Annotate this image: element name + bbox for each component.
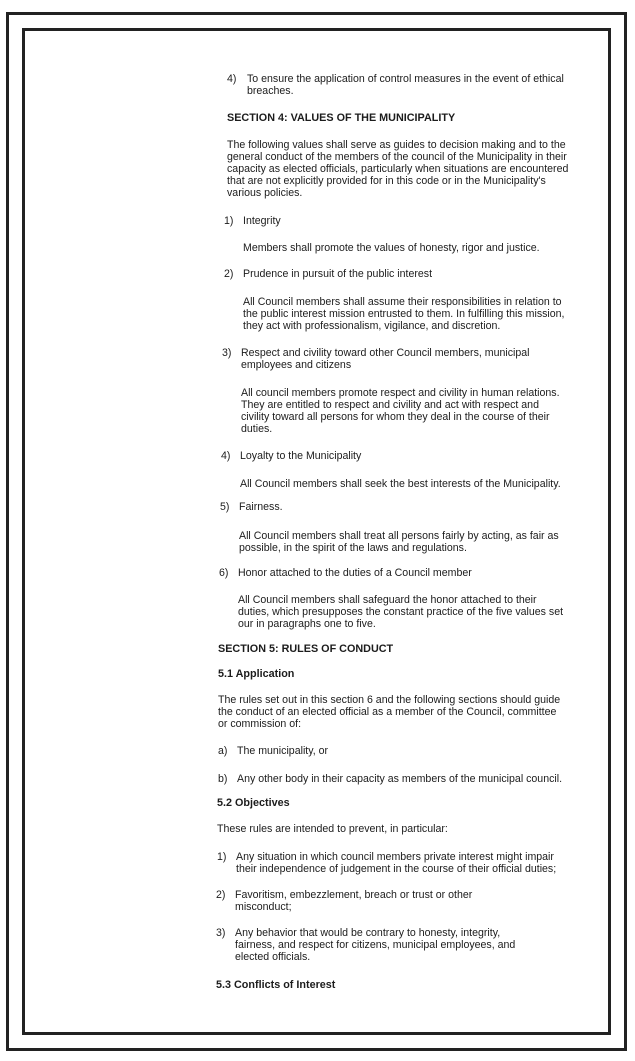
value-description: All Council members shall safeguard the honor attached to their xyxy=(238,594,537,606)
value-description: civility toward all persons for whom they deal in the course of their xyxy=(241,411,550,423)
list-text-line: Any situation in which council members private interest might impair xyxy=(236,851,554,863)
value-number: 5) xyxy=(220,501,230,513)
value-number: 2) xyxy=(224,268,234,280)
value-title: Honor attached to the duties of a Council member xyxy=(238,567,472,579)
subsection-5-1-heading: 5.1 Application xyxy=(218,668,295,680)
subsection-5-2-heading: 5.2 Objectives xyxy=(217,797,290,809)
paragraph-line: that are not explicitly provided for in this code or in the Municipality's xyxy=(227,175,546,187)
list-text-line: their independence of judgement in the course of their official duties; xyxy=(236,863,557,875)
subsection-5-3-heading: 5.3 Conflicts of Interest xyxy=(216,979,336,991)
paragraph-line: various policies. xyxy=(227,187,303,199)
value-description: duties, which presupposes the constant practice of the five values set xyxy=(238,606,564,618)
list-text-line: misconduct; xyxy=(235,901,292,913)
list-number: 1) xyxy=(217,851,227,863)
value-number: 6) xyxy=(219,567,229,579)
list-text-line: breaches. xyxy=(247,85,294,97)
paragraph-line: The rules set out in this section 6 and the following sections should guide xyxy=(218,694,561,706)
list-number: a) xyxy=(218,745,228,757)
value-description: All Council members shall assume their responsibilities in relation to xyxy=(243,296,562,308)
value-description: All council members promote respect and civility in human relations. xyxy=(241,387,560,399)
value-number: 4) xyxy=(221,450,231,462)
value-title: Respect and civility toward other Council members, municipal xyxy=(241,347,530,359)
paragraph-line: general conduct of the members of the council of the Municipality in their xyxy=(227,151,567,163)
list-text-line: Any behavior that would be contrary to honesty, integrity, xyxy=(235,927,501,939)
value-description: the public interest mission entrusted to them. In fulfilling this mission, xyxy=(243,308,565,320)
list-text-line: fairness, and respect for citizens, municipal employees, and xyxy=(235,939,516,951)
list-text-line: The municipality, or xyxy=(237,745,329,757)
list-number: 4) xyxy=(227,73,237,85)
paragraph-line: These rules are intended to prevent, in particular: xyxy=(217,823,448,835)
value-description: They are entitled to respect and civility and act with respect and xyxy=(241,399,539,411)
section-5-heading: SECTION 5: RULES OF CONDUCT xyxy=(218,643,394,655)
value-description: All Council members shall seek the best interests of the Municipality. xyxy=(240,478,561,490)
list-text-line: elected officials. xyxy=(235,951,311,963)
section-4-heading: SECTION 4: VALUES OF THE MUNICIPALITY xyxy=(227,112,456,124)
list-text-line: Favoritism, embezzlement, breach or trust or other xyxy=(235,889,473,901)
list-text-line: Any other body in their capacity as members of the municipal council. xyxy=(237,773,563,785)
value-description: Members shall promote the values of honesty, rigor and justice. xyxy=(243,242,540,254)
value-title: Prudence in pursuit of the public interest xyxy=(243,268,433,280)
value-number: 1) xyxy=(224,215,234,227)
value-description: possible, in the spirit of the laws and regulations. xyxy=(239,542,467,554)
value-title: Fairness. xyxy=(239,501,283,513)
value-description: duties. xyxy=(241,423,273,435)
paragraph-line: The following values shall serve as guides to decision making and to the xyxy=(227,139,566,151)
value-title: Loyalty to the Municipality xyxy=(240,450,362,462)
value-description: our in paragraphs one to five. xyxy=(238,618,376,630)
paragraph-line: the conduct of an elected official as a member of the Council, committee xyxy=(218,706,557,718)
value-number: 3) xyxy=(222,347,232,359)
list-text-line: To ensure the application of control measures in the event of ethical xyxy=(247,73,564,85)
value-description: All Council members shall treat all persons fairly by acting, as fair as xyxy=(239,530,559,542)
list-number: 3) xyxy=(216,927,226,939)
list-number: b) xyxy=(218,773,228,785)
value-title: employees and citizens xyxy=(241,359,352,371)
list-number: 2) xyxy=(216,889,226,901)
value-description: they act with professionalism, vigilance, and discretion. xyxy=(243,320,501,332)
paragraph-line: or commission of: xyxy=(218,718,302,730)
value-title: Integrity xyxy=(243,215,281,227)
paragraph-line: capacity as elected officials, particularly when situations are encountered xyxy=(227,163,569,175)
